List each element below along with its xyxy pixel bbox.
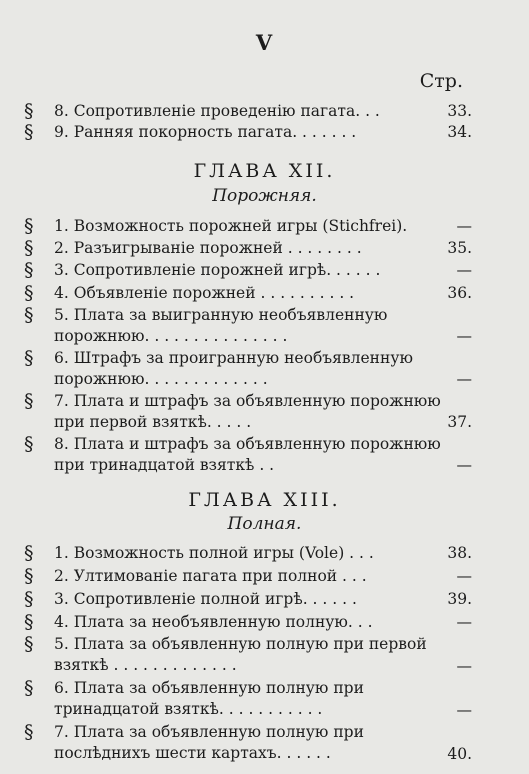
section-sign: § <box>24 633 34 655</box>
section-sign: § <box>24 542 34 564</box>
entry-page: — <box>456 327 472 345</box>
entry-title: Плата за объявленную полную при послѣднихъ шести картахъ. . . . . . <box>54 723 364 762</box>
entry-page: — <box>456 370 472 388</box>
section-sign: § <box>24 121 34 143</box>
entry-title: Плата за необъявленную полную. . . <box>73 613 373 631</box>
entry-title: Плата за объявленную полную при тринадцатой взяткѣ. . . . . . . . . . . <box>54 679 364 718</box>
entry-page: 40. <box>447 745 472 763</box>
toc-entry: § 7. Плата за объявленную полную при послѣднихъ шести картахъ. . . . . . 40. <box>24 721 472 763</box>
section-sign: § <box>24 347 34 369</box>
entry-title: Сопротивленіе порожней игрѣ. . . . . . <box>73 261 381 279</box>
chapter-title: ГЛАВА XIII. <box>188 489 341 511</box>
chapter-title: ГЛАВА XII. <box>193 160 336 182</box>
toc-entry: § 7. Плата и штрафъ за объявленную порожнюю при первой взяткѣ. . . . . 37. <box>24 390 472 431</box>
entry-title: Плата за объявленную полную при первой взяткѣ . . . . . . . . . . . . . <box>54 635 427 674</box>
toc-entry: § 5. Плата за выигранную необъявленную порожнюю. . . . . . . . . . . . . . . — <box>24 304 472 345</box>
entry-page: 38. <box>447 544 472 562</box>
entry-page: — <box>456 657 472 675</box>
entry-page: — <box>456 613 472 631</box>
toc-entry: § 6. Плата за объявленную полную при тринадцатой взяткѣ. . . . . . . . . . . — <box>24 677 472 719</box>
entry-title: Разъигрываніе порожней . . . . . . . . <box>73 239 362 257</box>
entry-title: Штрафъ за проигранную необъявленную порожнюю. . . . . . . . . . . . . <box>54 349 413 388</box>
section-sign: § <box>24 304 34 326</box>
section-sign: § <box>24 100 34 122</box>
chapter-subtitle: Порожняя. <box>212 186 317 206</box>
entry-page: 33. <box>447 102 472 120</box>
entry-title: Сопротивленіе проведенію пагата. . . <box>73 102 380 120</box>
entry-title: Ултимованіе пагата при полной . . . <box>73 567 367 585</box>
section-sign: § <box>24 721 34 743</box>
entry-page: 39. <box>447 590 472 608</box>
entry-page: — <box>456 567 472 585</box>
section-sign: § <box>24 565 34 587</box>
section-sign: § <box>24 390 34 412</box>
entry-page: 37. <box>447 413 472 431</box>
entry-title: Возможность порожней игры (Stichfrei). <box>73 217 408 235</box>
entry-page: 35. <box>447 239 472 257</box>
chapter-subtitle: Полная. <box>227 514 302 534</box>
entry-title: Плата и штрафъ за объявленную порожнюю при тринадцатой взяткѣ . . <box>54 435 441 474</box>
section-sign: § <box>24 433 34 455</box>
section-sign: § <box>24 282 34 304</box>
entry-title: Сопротивленіе полной игрѣ. . . . . . <box>73 590 357 608</box>
entry-page: 36. <box>447 284 472 302</box>
entry-page: — <box>456 217 472 235</box>
book-page: V Стр. § 8. Сопротивленіе проведенію пагата. . . 33. § 9. Ранняя покорность пагата. . . . . . . 34. ГЛАВА XII. Порожняя. § 1. Возможность порожней игры (Stichfrei). — § 2. Разъигрываніе порожней . . . . . . . . 35. § 3. Сопротивленіе порожней игрѣ. . . . . . — § 4. Объявленіе порожней . . . . . . . . . . 36. § 5. Плата за выигранную необъявленную порожнюю. . . . . . . . . . . . . . . — § 6. Штрафъ за проигранную необъявленную порожнюю. . . . . . . . . . . . . — § 7. Плата и штрафъ за объявленную порожнюю при первой взяткѣ. . . . . 37. § 8. Плата и штрафъ за объявленную порожнюю при тринадцатой взяткѣ . . — ГЛАВА XIII. Полная. § 1. Возможность полной игры (Vole) . . . 38. § 2. Ултимованіе пагата при полной . . . — § 3. Сопротивленіе полной игрѣ. . . . . . 39. § 4. Плата за необъявленную полную. . . — § 5. Плата за объявленную полную при первой взяткѣ . . . . . . . . . . . . . — § 6. Плата за объявленную полную при тринадцатой взяткѣ. . . . . . . . . . . — § 7. Плата за объявленную полную при послѣднихъ шести картахъ. . . . . . 40. <box>0 0 529 774</box>
section-sign: § <box>24 215 34 237</box>
entry-title: Плата за выигранную необъявленную порожнюю. . . . . . . . . . . . . . . <box>54 306 388 345</box>
section-sign: § <box>24 588 34 610</box>
entry-page: 34. <box>447 123 472 141</box>
entry-page: — <box>456 456 472 474</box>
entry-title: Объявленіе порожней . . . . . . . . . . <box>73 284 355 302</box>
entry-title: Ранняя покорность пагата. . . . . . . <box>73 123 357 141</box>
toc-entry: § 8. Плата и штрафъ за объявленную порожнюю при тринадцатой взяткѣ . . — <box>24 433 472 474</box>
entry-page: — <box>456 261 472 279</box>
entry-title: Возможность полной игры (Vole) . . . <box>73 544 374 562</box>
toc-entry: § 6. Штрафъ за проигранную необъявленную порожнюю. . . . . . . . . . . . . — <box>24 347 472 388</box>
entry-title: Плата и штрафъ за объявленную порожнюю при первой взяткѣ. . . . . <box>54 392 441 431</box>
toc-entry: § 5. Плата за объявленную полную при первой взяткѣ . . . . . . . . . . . . . — <box>24 633 472 675</box>
section-sign: § <box>24 611 34 633</box>
column-header: Стр. <box>419 70 463 92</box>
section-sign: § <box>24 237 34 259</box>
entry-page: — <box>456 701 472 719</box>
section-sign: § <box>24 259 34 281</box>
page-number: V <box>255 30 274 55</box>
section-sign: § <box>24 677 34 699</box>
